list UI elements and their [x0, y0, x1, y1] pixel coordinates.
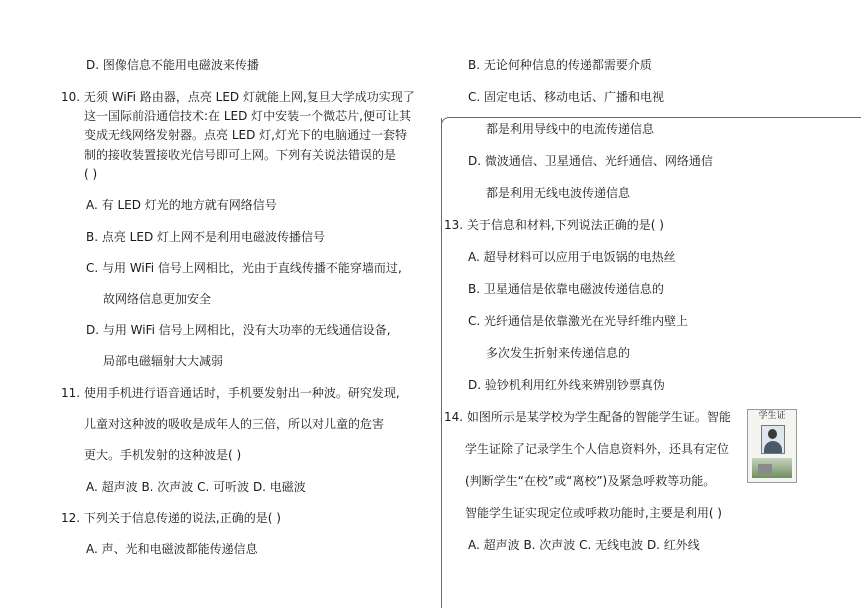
q10-option-c-line-1: C. 与用 WiFi 信号上网相比，光由于直线传播不能穿墙而过,	[86, 261, 402, 275]
q9-option-d: D. 图像信息不能用电磁波来传播	[86, 58, 259, 72]
q13-option-a: A. 超导材料可以应用于电饭锅的电热丝	[468, 250, 676, 264]
student-photo	[761, 425, 785, 454]
q10-option-b: B. 点亮 LED 灯上网不是利用电磁波传播信号	[86, 230, 325, 244]
q11-stem-line-3: 更大。手机发射的这种波是( )	[84, 448, 242, 462]
school-building	[758, 464, 772, 474]
column-divider	[441, 118, 442, 608]
q10-stem-line-1: 10. 无须 WiFi 路由器，点亮 LED 灯就能上网,复旦大学成功实现了	[61, 90, 415, 104]
q13-option-c-line-1: C. 光纤通信是依靠激光在光导纤维内壁上	[468, 314, 689, 328]
student-card-title: 学生证	[758, 411, 786, 421]
student-card-image	[747, 409, 797, 483]
column-top-rule	[448, 117, 861, 118]
q14-stem-line-2: 学生证除了记录学生个人信息资料外，还具有定位	[465, 442, 730, 456]
q12-option-b: B. 无论何种信息的传递都需要介质	[468, 58, 652, 72]
q10-stem-line-4: 制的接收装置接收光信号即可上网。下列有关说法错误的是	[84, 148, 397, 162]
q10-answer-blank: ( )	[84, 167, 98, 181]
q14-stem-line-1: 14. 如图所示是某学校为学生配备的智能学生证。智能	[444, 410, 731, 424]
q10-option-d-line-1: D. 与用 WiFi 信号上网相比，没有大功率的无线通信设备,	[86, 323, 391, 337]
q13-option-b: B. 卫星通信是依靠电磁波传递信息的	[468, 282, 664, 296]
q14-stem-line-4: 智能学生证实现定位或呼救功能时,主要是利用( )	[465, 506, 722, 520]
q12-option-d-line-1: D. 微波通信、卫星通信、光纤通信、网络通信	[468, 154, 713, 168]
q12-option-c-line-2: 都是利用导线中的电流传递信息	[486, 122, 655, 136]
q10-option-c-line-2: 故网络信息更加安全	[103, 292, 212, 306]
q10-option-a: A. 有 LED 灯光的地方就有网络信号	[86, 198, 277, 212]
q14-stem-line-3: (判断学生“在校”或“离校”)及紧急呼救等功能。	[465, 474, 716, 488]
column-corner	[441, 117, 452, 128]
q11-options: A. 超声波 B. 次声波 C. 可听波 D. 电磁波	[86, 480, 306, 494]
q13-stem: 13. 关于信息和材料,下列说法正确的是( )	[444, 218, 664, 232]
student-head	[768, 429, 777, 439]
q13-option-d: D. 验钞机利用红外线来辨别钞票真伪	[468, 378, 665, 392]
q10-option-d-line-2: 局部电磁辐射大大减弱	[103, 354, 224, 368]
q12-option-a: A. 声、光和电磁波都能传递信息	[86, 542, 258, 556]
q10-stem-line-2: 这一国际前沿通信技术:在 LED 灯中安装一个微芯片,便可让其	[84, 109, 411, 123]
q10-stem-line-3: 变成无线网络发射器。点亮 LED 灯,灯光下的电脑通过一套特	[84, 128, 407, 142]
q11-stem-line-1: 11. 使用手机进行语音通话时，手机要发射出一种波。研究发现,	[61, 386, 400, 400]
q12-option-c-line-1: C. 固定电话、移动电话、广播和电视	[468, 90, 665, 104]
student-shoulders	[764, 441, 782, 453]
q12-option-d-line-2: 都是利用无线电波传递信息	[486, 186, 631, 200]
q13-option-c-line-2: 多次发生折射来传递信息的	[486, 346, 631, 360]
q12-stem: 12. 下列关于信息传递的说法,正确的是( )	[61, 511, 281, 525]
q14-options: A. 超声波 B. 次声波 C. 无线电波 D. 红外线	[468, 538, 700, 552]
q11-stem-line-2: 儿童对这种波的吸收是成年人的三倍，所以对儿童的危害	[84, 417, 385, 431]
